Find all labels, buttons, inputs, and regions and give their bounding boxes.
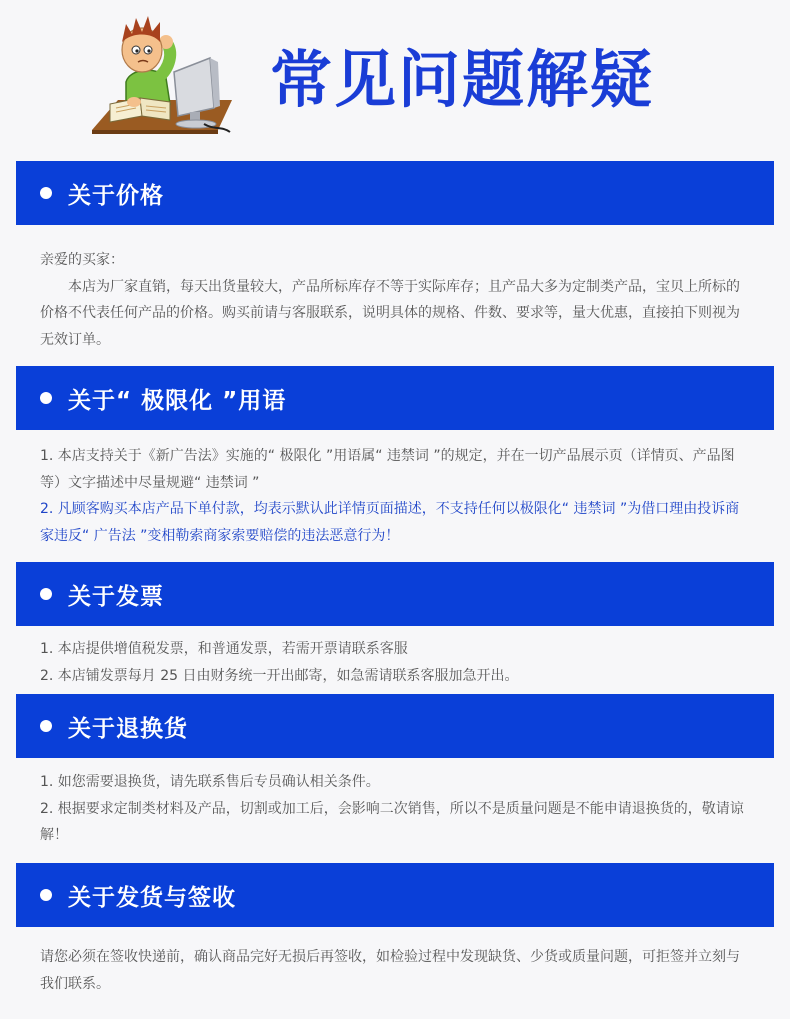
list-item: 2. 本店铺发票每月 25 日由财务统一开出邮寄，如急需请联系客服加急开出。 (40, 667, 519, 684)
section-header-shipping (16, 863, 774, 927)
section-body-extreme-words (40, 443, 752, 549)
section-body-returns (40, 769, 752, 849)
bullet-icon (40, 392, 52, 404)
section-body-shipping (40, 944, 752, 997)
student-computer-illustration (86, 12, 236, 134)
section-title: 关于“ 极限化 ”用语 (68, 387, 287, 414)
section-header-price (16, 161, 774, 225)
page-header (0, 0, 790, 150)
section-header-extreme-words (16, 366, 774, 430)
paragraph: 请您必须在签收快递前，确认商品完好无损后再签收，如检验过程中发现缺货、少货或质量问题，可拒签并立刻与我们联系。 (40, 949, 740, 992)
list-item: 1. 本店提供增值税发票，和普通发票，若需开票请联系客服 (40, 641, 408, 657)
bullet-icon (40, 187, 52, 199)
bullet-icon (40, 588, 52, 600)
list-item: 1. 本店支持关于《新广告法》实施的“ 极限化 ”用语属“ 违禁词 ”的规定，并在一切产品展示页（详情页、产品图等）文字描述中尽量规避“ 违禁词 ” (40, 448, 735, 491)
section-title: 关于退换货 (68, 715, 188, 742)
list-item: 1. 如您需要退换货，请先联系售后专员确认相关条件。 (40, 774, 380, 790)
paragraph: 本店为厂家直销，每天出货量较大，产品所标库存不等于实际库存；且产品大多为定制类产品，宝贝上所标的价格不代表任何产品的价格。购买前请与客服联系，说明具体的规格、件数、要求等，量大优惠，直接拍下则视为无效订单。 (40, 278, 740, 348)
section-title: 关于发票 (68, 583, 164, 610)
section-title: 关于发货与签收 (68, 884, 236, 911)
section-body-invoice (40, 636, 752, 689)
list-item-highlight: 2. 凡顾客购买本店产品下单付款，均表示默认此详情页面描述，不支持任何以极限化“ 违禁词 ”为借口理由投诉商家违反“ 广告法 ”变相勒索商家索要赔偿的违法恶意行为！ (40, 501, 740, 544)
section-header-returns (16, 694, 774, 758)
section-title: 关于价格 (68, 182, 164, 209)
bullet-icon (40, 889, 52, 901)
bullet-icon (40, 720, 52, 732)
page-title: 常见问题解疑 (270, 43, 655, 116)
section-body-price (40, 247, 752, 353)
list-item: 2. 根据要求定制类材料及产品，切割或加工后，会影响二次销售，所以不是质量问题是不能申请退换货的，敬请谅解！ (40, 800, 744, 843)
greeting-line: 亲爱的买家： (40, 252, 124, 268)
section-header-invoice (16, 562, 774, 626)
